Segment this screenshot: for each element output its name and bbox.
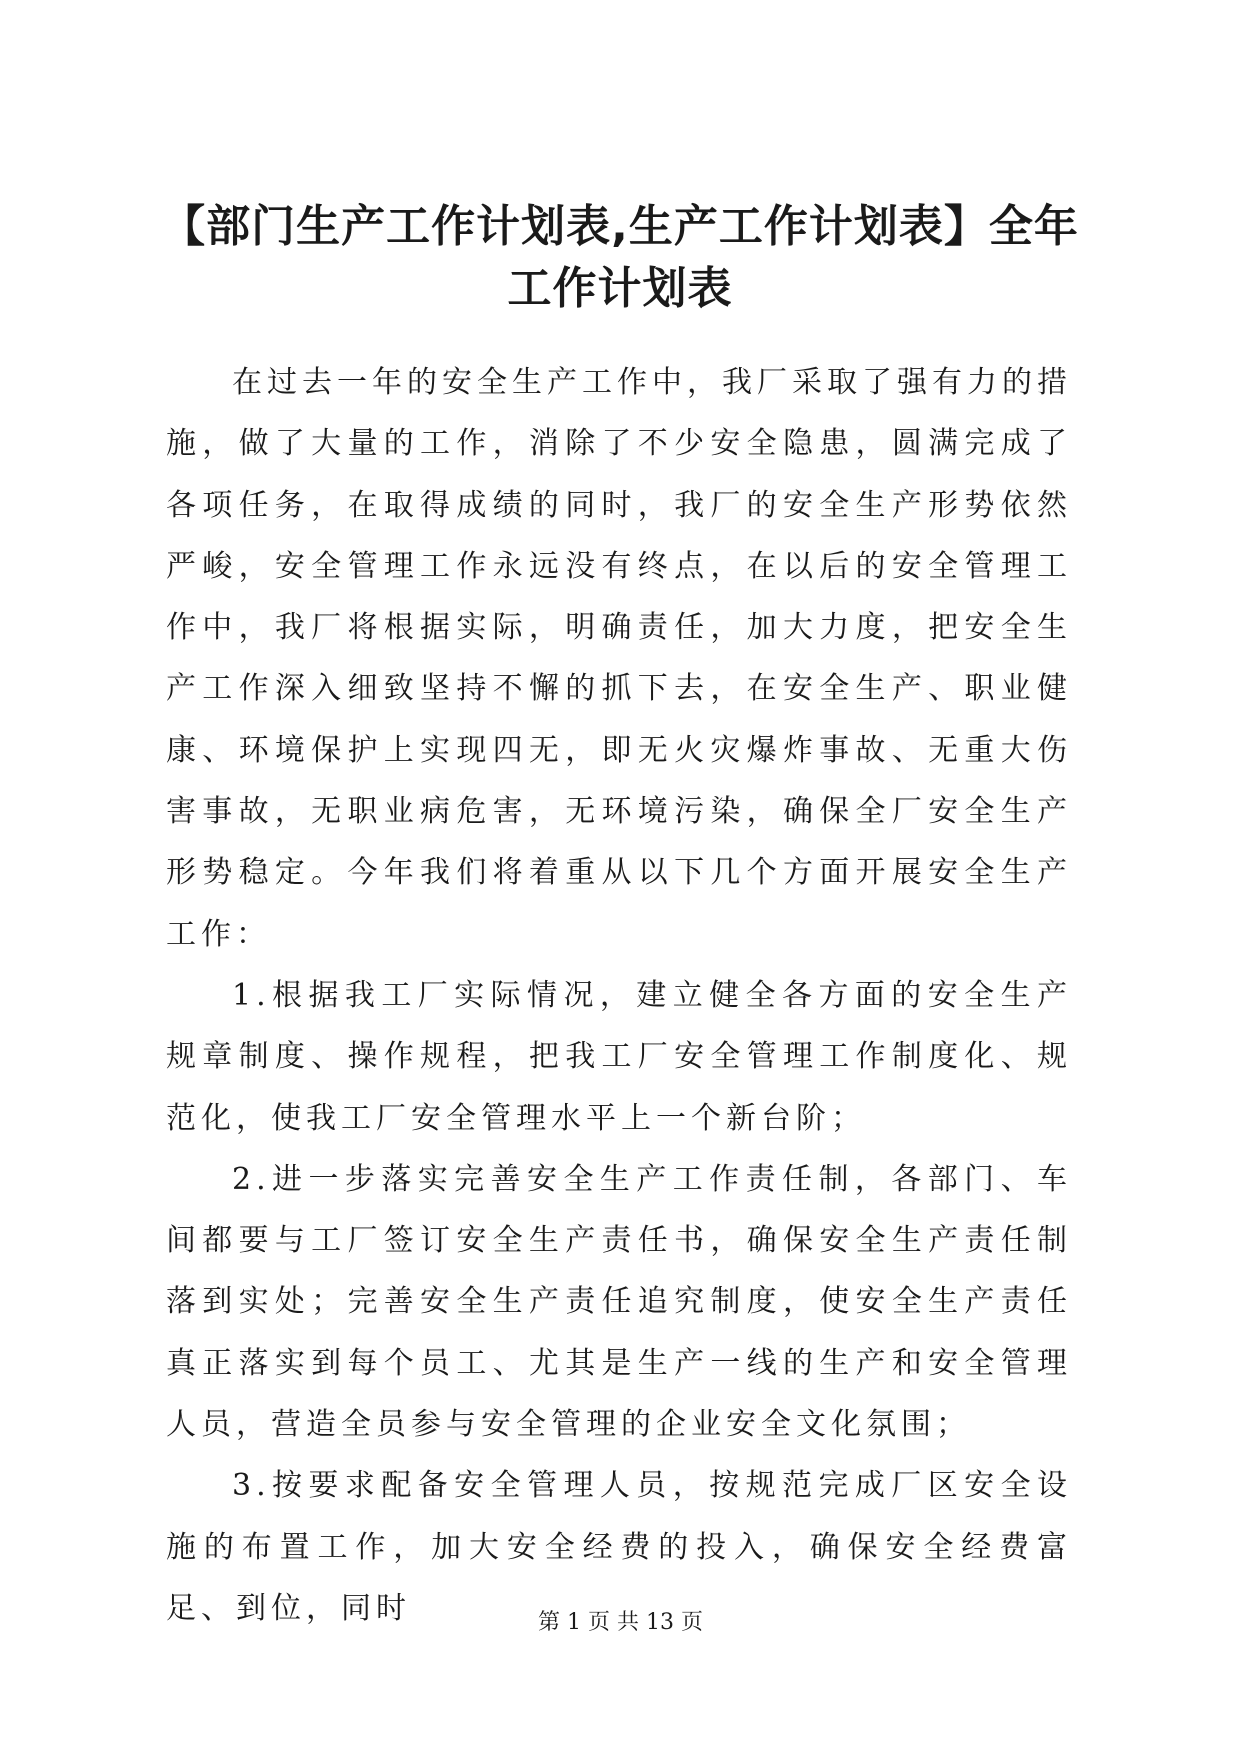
- list-item-2: 2.进一步落实完善安全生产工作责任制，各部门、车间都要与工厂签订安全生产责任书，确保安全生产责任制落到实处；完善安全生产责任追究制度，使安全生产责任真正落实到每个员工、尤其是生产一线的生产和安全管理人员，营造全员参与安全管理的企业安全文化氛围；: [166, 1161, 1072, 1443]
- list-item-3: 3.按要求配备安全管理人员，按规范完成厂区安全设施的布置工作，加大安全经费的投入，确保安全经费富足、到位，同时: [166, 1468, 1072, 1626]
- document-body: [166, 352, 1072, 1639]
- intro-paragraph: 在过去一年的安全生产工作中，我厂采取了强有力的措施，做了大量的工作，消除了不少安全隐患，圆满完成了各项任务，在取得成绩的同时，我厂的安全生产形势依然严峻，安全管理工作永远没有终点，在以后的安全管理工作中，我厂将根据实际，明确责任，加大力度，把安全生产工作深入细致坚持不懈的抓下去，在安全生产、职业健康、环境保护上实现四无，即无火灾爆炸事故、无重大伤害事故，无职业病危害，无环境污染，确保全厂安全生产形势稳定。今年我们将着重从以下几个方面开展安全生产工作：: [166, 365, 1072, 952]
- list-item-1: 1.根据我工厂实际情况，建立健全各方面的安全生产规章制度、操作规程，把我工厂安全管理工作制度化、规范化，使我工厂安全管理水平上一个新台阶；: [166, 977, 1072, 1136]
- page-number-footer: 第 1 页 共 13 页: [538, 1610, 703, 1635]
- document-title: 【部门生产工作计划表,生产工作计划表】全年工作计划表: [161, 201, 1079, 314]
